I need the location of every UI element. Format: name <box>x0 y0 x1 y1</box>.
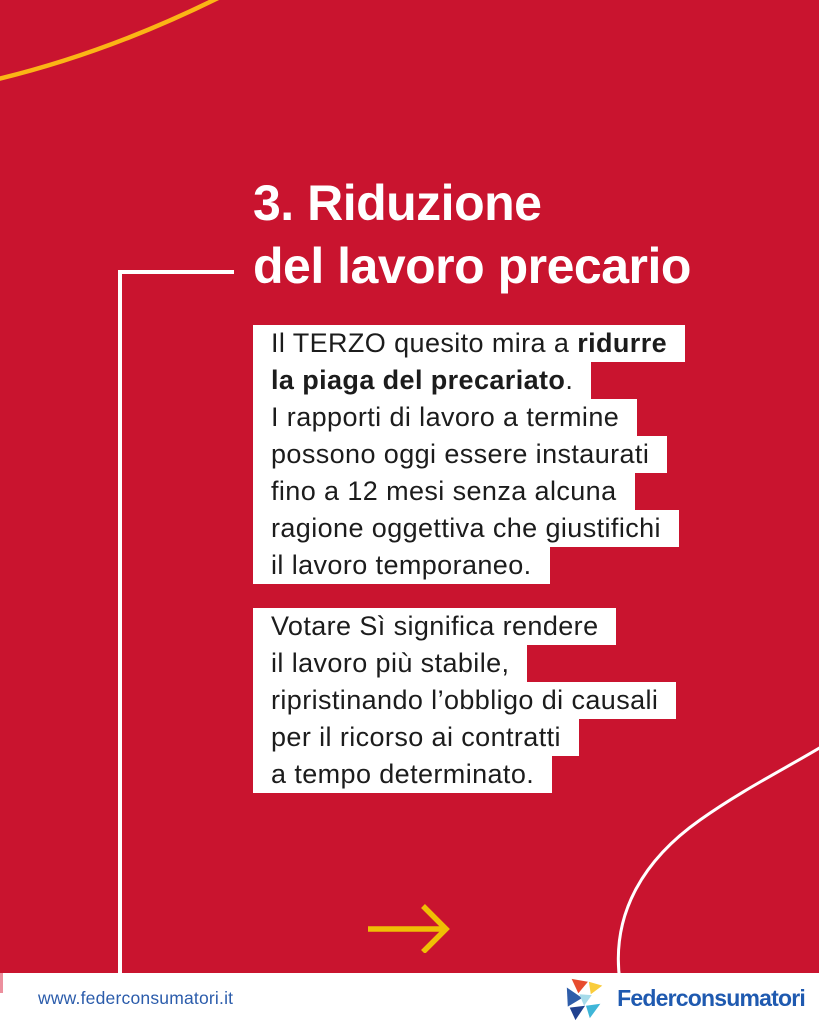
highlighted-line: possono oggi essere instaurati <box>253 436 685 473</box>
highlighted-line: il lavoro temporaneo. <box>253 547 685 584</box>
highlighted-line: fino a 12 mesi senza alcuna <box>253 473 685 510</box>
logo-text: Federconsumatori <box>617 985 805 1011</box>
page-title <box>253 172 691 298</box>
footer <box>0 973 819 1024</box>
highlighted-line: Il TERZO quesito mira a ridurre <box>253 325 685 362</box>
brand-logo[interactable] <box>563 976 805 1022</box>
highlighted-line: Votare Sì significa rendere <box>253 608 685 645</box>
highlighted-line: ripristinando l’obbligo di causali <box>253 682 685 719</box>
website-url[interactable]: www.federconsumatori.it <box>38 988 234 1008</box>
title-line-1: 3. Riduzione <box>253 175 542 231</box>
arrow-right-icon[interactable] <box>366 903 456 953</box>
yellow-curve-icon <box>0 0 240 90</box>
highlighted-line: I rapporti di lavoro a termine <box>253 399 685 436</box>
bracket-vertical-line <box>118 270 122 974</box>
bracket-horizontal-line <box>118 270 234 274</box>
paragraph <box>253 608 685 793</box>
title-line-2: del lavoro precario <box>253 238 691 294</box>
highlighted-line: a tempo determinato. <box>253 756 685 793</box>
body-text <box>253 325 685 793</box>
highlighted-line: la piaga del precariato. <box>253 362 685 399</box>
highlighted-line: ragione oggettiva che giustifichi <box>253 510 685 547</box>
footer-notch <box>0 973 3 993</box>
highlighted-line: per il ricorso ai contratti <box>253 719 685 756</box>
highlighted-line: il lavoro più stabile, <box>253 645 685 682</box>
paragraph <box>253 325 685 584</box>
logo-mark-icon <box>563 976 609 1022</box>
